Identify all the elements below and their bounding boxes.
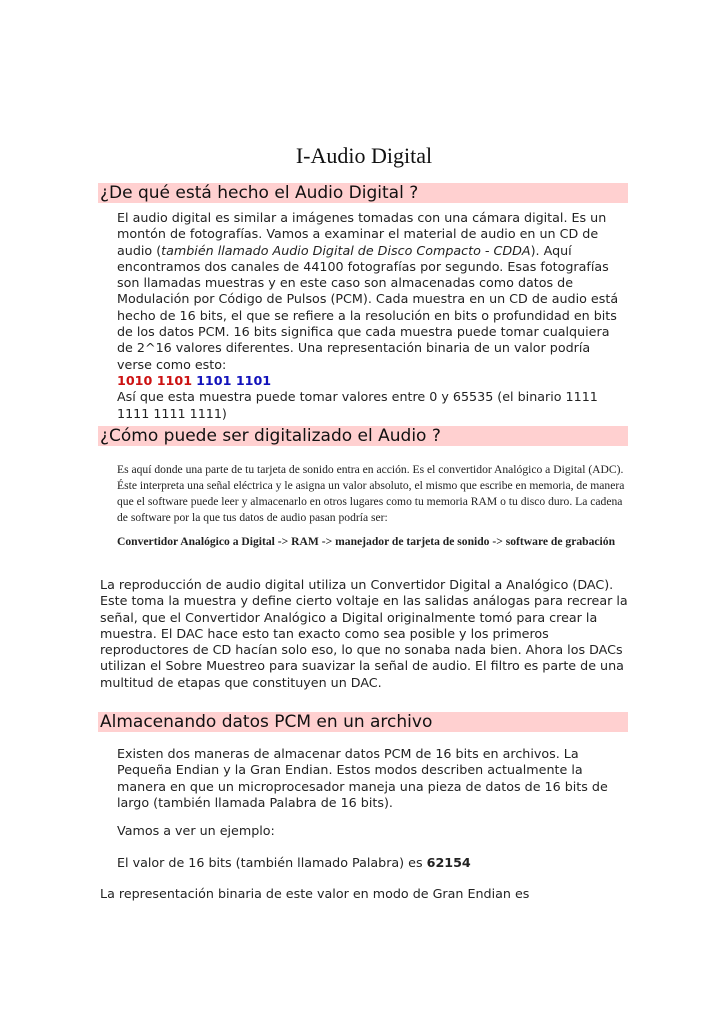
paragraph <box>117 210 629 422</box>
binary-value-red: 1010 1101 <box>117 372 193 388</box>
italic-text: también llamado Audio Digital de Disco Compacto - CDDA <box>161 242 531 258</box>
paragraph: La reproducción de audio digital utiliza un Convertidor Digital a Analógico (DAC). Este toma la muestra y define cierto voltaje en las salidas análogas para recrear la señal, que el Convertidor Analógico a Digital originalmente tomó para crear la muestra. El DAC hace esto tan exacto como sea posible y los primeros reproductores de CD hacían solo eso, lo que no sonaba nada bien. Ahora los DACs utilizan el Sobre Muestreo para suavizar la señal de audio. El filtro es parte de una multitud de etapas que constituyen un DAC. <box>100 577 628 690</box>
binary-value-blue: 1101 1101 <box>196 372 272 388</box>
paragraph-text: El valor de 16 bits (también llamado Palabra) es <box>117 855 427 870</box>
section-heading: ¿Cómo puede ser digitalizado el Audio ? <box>100 426 441 446</box>
bold-value: 62154 <box>426 855 471 870</box>
paragraph: Existen dos maneras de almacenar datos PCM de 16 bits en archivos. La Pequeña Endian y la Gran Endian. Estos modos describen actualmente la manera en que un microprocesador maneja una pieza de datos de 16 bits de largo (también llamada Palabra de 16 bits). <box>117 746 608 810</box>
paragraph: La representación binaria de este valor en modo de Gran Endian es <box>100 886 530 901</box>
paragraph <box>117 855 629 871</box>
paragraph-text: ). Aquí encontramos dos canales de 44100 fotografías por segundo. Esas fotografías son llamadas muestras y en este caso son almacenadas como datos de Modulación por Código de Pulsos (PCM). Cada muestra en un CD de audio está hecho de 16 bits, el que se refiere a la resolución en bits o profundidad en bits de los datos PCM. 16 bits significa que cada muestra puede tomar cualquiera de 2^16 valores diferentes. Una representación binaria de un valor podría verse como esto: <box>117 242 619 372</box>
section-heading: ¿De qué está hecho el Audio Digital ? <box>100 183 419 203</box>
paragraph-text: Así que esta muestra puede tomar valores entre 0 y 65535 (el binario 1111 1111 1111 1111) <box>117 389 598 421</box>
paragraph-text: El audio digital es similar a imágenes tomadas con una cámara digital. Es un montón de fotografías. Vamos a examinar el material de audio en un CD de audio ( <box>117 210 607 258</box>
section-heading: Almacenando datos PCM en un archivo <box>100 712 433 732</box>
serif-paragraph: Es aquí donde una parte de tu tarjeta de sonido entra en acción. Es el convertidor Analógico a Digital (ADC). Éste interpreta una señal eléctrica y le asigna un valor absoluto, el mismo que escribe en memoria, de manera que el software puede leer y almacenarlo en otros lugares como tu memoria RAM o tu disco duro. La cadena de software por la que tus datos de audio pasan podría ser: <box>117 463 625 525</box>
serif-chain: Convertidor Analógico a Digital -> RAM -> manejador de tarjeta de sonido -> software de grabación <box>117 535 616 548</box>
document-title: I-Audio Digital <box>295 143 433 168</box>
paragraph: Vamos a ver un ejemplo: <box>117 823 275 838</box>
